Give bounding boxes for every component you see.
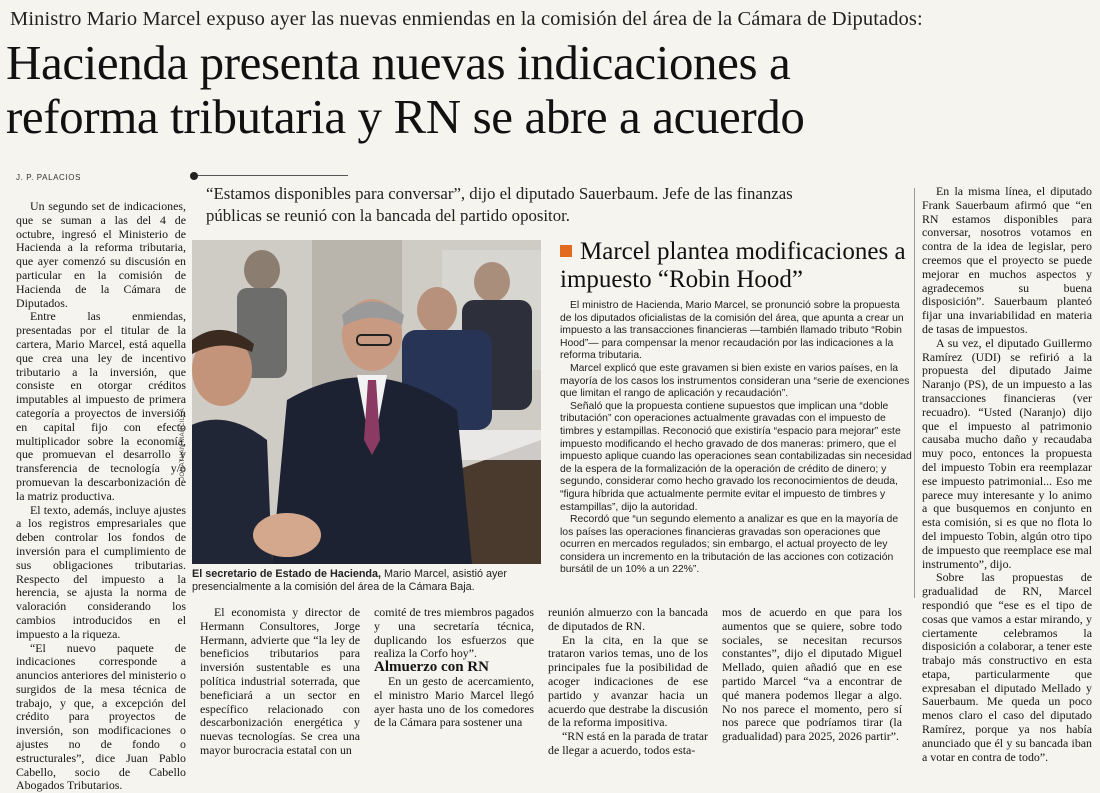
col3-paragraph-2: En un gesto de acercamiento, el ministro Mario Marcel llegó ayer hasta uno de los comedores de la Cámara para sostener una: [374, 675, 534, 730]
box-accent-square: [560, 245, 572, 257]
deck-rule-line: [198, 175, 348, 176]
headline-line-2: reforma tributaria y RN se abre a acuerdo: [6, 90, 1096, 144]
col1-paragraph-2: Entre las enmiendas, presentadas por el titular de la cartera, Mario Marcel, está aquella que crea una ley de incentivo tributario a la inversión, que consiste en otorgar créditos imputables al impuesto de primera categoría a proyectos de inversión en capital fijo con efecto multiplicador sobre la economía, que promuevan el desarrollo y transferencia de tecnología y/o promuevan la descarbonización de la matriz productiva.: [16, 310, 186, 503]
box-paragraph-3: Señaló que la propuesta contiene supuestos que implican una “doble tributación” con operaciones actualmente gravadas con el impuesto de timbres y estampillas. Reconoció que existiría “espacio para mejorar” este impuesto modificando el hecho gravado de dos maneras: primero, que el impuesto aplique cuando las operaciones sean contabilizadas sin necesidad de la espera de la formalización de la operación de crédito de dinero; y segundo, considerar como hecho gravado los reconocimientos de deuda, “figura híbrida que actualmente permite evitar el impuesto de timbres y estampillas”, dijo la autoridad.: [560, 401, 912, 514]
box-body: [560, 300, 912, 577]
kicker: Ministro Mario Marcel expuso ayer las nuevas enmiendas en la comisión del área de la Cámara de Diputados:: [10, 8, 1095, 31]
col5-paragraph-1: mos de acuerdo en que para los aumentos que se quiere, sobre todo sociales, se necesitan recursos constantes”, dijo el diputado Miguel Mellado, quien añadió que en ese partido Marcel “va a encontrar de qué manera podemos llegar a algo. No nos parece el momento, pero sí nos parece que podríamos tirar (la gradualidad) para 2025, 2026 partir”.: [722, 606, 902, 744]
box-paragraph-4: Recordó que “un segundo elemento a analizar es que en la mayoría de los países las operaciones financieras gravadas son operaciones que ocurren en mercados regulados; sin embargo, el actual proyecto de ley considera un incremento en la tributación de las acciones con cotización bursátil de un 10% a un 22%”.: [560, 514, 912, 577]
article-photo: [192, 240, 541, 564]
colR-paragraph-2: A su vez, el diputado Guillermo Ramírez (UDI) se refirió a la propuesta del diputado Jaime Naranjo (PS), de un impuesto a las transacciones financieras (ver recuadro). “Usted (Naranjo) dijo que el impuesto al patrimonio causaba mucho daño y recaudaba muy poco, entonces la propuesta del impuesto Tobin era reemplazar ese impuesto patrimonial... Eso me parece muy interesante y lo animo a que busquemos en conjunto en esta comisión, si es que no flota lo del impuesto Tobin, algún otro tipo de impuesto que reemplace ese mal instrumento”, dijo.: [922, 337, 1092, 572]
caption-bold: El secretario de Estado de Hacienda,: [192, 568, 381, 580]
headline-line-1: Hacienda presenta nuevas indicaciones a: [6, 36, 1096, 90]
column-2: [200, 606, 360, 758]
byline: J. P. PALACIOS: [16, 173, 81, 182]
column-right: [922, 185, 1092, 764]
colR-paragraph-3: Sobre las propuestas de gradualidad de RN, Marcel respondió que “ese es el tipo de cosas que vamos a estar mirando, y ciertamente celebramos la disposición a colaborar, a tener este trabajo más constructivo en esta etapa, particularmente que expresaban el diputado Mellado y Sauerbaum. Me queda un poco menos claro el caso del diputado Ramírez, porque ya nos había anunciado que él y su bancada iban a votar en contra de todo”.: [922, 571, 1092, 764]
deck: “Estamos disponibles para conversar”, dijo el diputado Sauerbaum. Jefe de las finanzas públicas se reunió con la bancada del partido opositor.: [206, 183, 796, 227]
caption-rest: Mario Marcel, asistió ayer presencialmente a la comisión del área de la Cámara Baja.: [192, 568, 507, 593]
col4-paragraph-2: En la cita, en la que se trataron varios temas, uno de los principales fue la posibilidad de acoger indicaciones de ese partido y avanzar hacia un acuerdo que destrabe la discusión de la reforma impositiva.: [548, 634, 708, 731]
box-title-text: Marcel plantea modificaciones a impuesto “Robin Hood”: [560, 238, 906, 293]
column-1: [16, 200, 186, 793]
col1-paragraph-1: Un segundo set de indicaciones, que se suman a las del 4 de octubre, ingresó el Ministerio de Hacienda a la reforma tributaria, que ayer comenzó su discusión en particular en la comisión de Hacienda de la Cámara de Diputados.: [16, 200, 186, 310]
col4-paragraph-1: reunión almuerzo con la bancada de diputados de RN.: [548, 606, 708, 634]
col3-paragraph-1: comité de tres miembros pagados y una secretaría técnica, duplicando los esfuerzos que realiza la Corfo hoy”.: [374, 606, 534, 661]
column-4: [548, 606, 708, 758]
column-5: [722, 606, 902, 744]
photo-credit: JONATHAN MANCILLA: [180, 400, 186, 480]
colR-paragraph-1: En la misma línea, el diputado Frank Sauerbaum afirmó que “en RN estamos disponibles para conversar, nosotros votamos en contra de la idea de legislar, pero creemos que el proyecto se puede mejorar en muchos aspectos y agradecemos su buena disposición”. Sauerbaum planteó fijar una invariabilidad en materia de tasas de impuestos.: [922, 185, 1092, 337]
deck-rule-dot: [190, 172, 198, 180]
box-paragraph-2: Marcel explicó que este gravamen si bien existe en varios países, en la mayoría de los casos los instrumentos consideran una “serie de exenciones que limitan el rango de aplicación y recaudación”.: [560, 363, 912, 401]
photo-caption: [192, 568, 544, 594]
photo-illustration: [192, 240, 541, 564]
col4-paragraph-3: “RN está en la parada de tratar de llegar a acuerdo, todos esta-: [548, 730, 708, 758]
headline: [6, 36, 1096, 144]
column-3: [374, 606, 534, 730]
box-paragraph-1: El ministro de Hacienda, Mario Marcel, se pronunció sobre la propuesta de los diputados oficialistas de la comisión del área, que apunta a crear un impuesto a las transacciones financieras —también llamado tributo “Robin Hood”— para compensar la menor recaudación por las indicaciones a la reforma tributaria.: [560, 300, 912, 363]
col1-paragraph-3: El texto, además, incluye ajustes a los registros empresariales que deben controlar los fondos de inversión para el cumplimiento de sus obligaciones tributarias. Respecto del impuesto a la herencia, se ajusta la norma de valoración considerando los cambios introducidos en el impuesto a la riqueza.: [16, 504, 186, 642]
col1-paragraph-4: “El nuevo paquete de indicaciones corresponde a anuncios anteriores del ministerio o surgidos de la mesa técnica de trabajo, y que, a excepción del crédito para proyectos de inversión, son modificaciones o ajustes no de fondo o estructurales”, dice Juan Pablo Cabello, socio de Cabello Abogados Tributarios.: [16, 642, 186, 793]
col2-paragraph-1: El economista y director de Hermann Consultores, Jorge Hermann, advierte que “la ley de beneficios tributarios para inversión sustentable es una política industrial soterrada, que beneficiará a un sector en específico relacionado con descarbonización energética y nuevas tecnologías. Se crea una mayor burocracia estatal con un: [200, 606, 360, 758]
column-divider: [914, 188, 915, 598]
section-subhead: Almuerzo con RN: [374, 661, 534, 675]
box-title: [560, 238, 910, 294]
